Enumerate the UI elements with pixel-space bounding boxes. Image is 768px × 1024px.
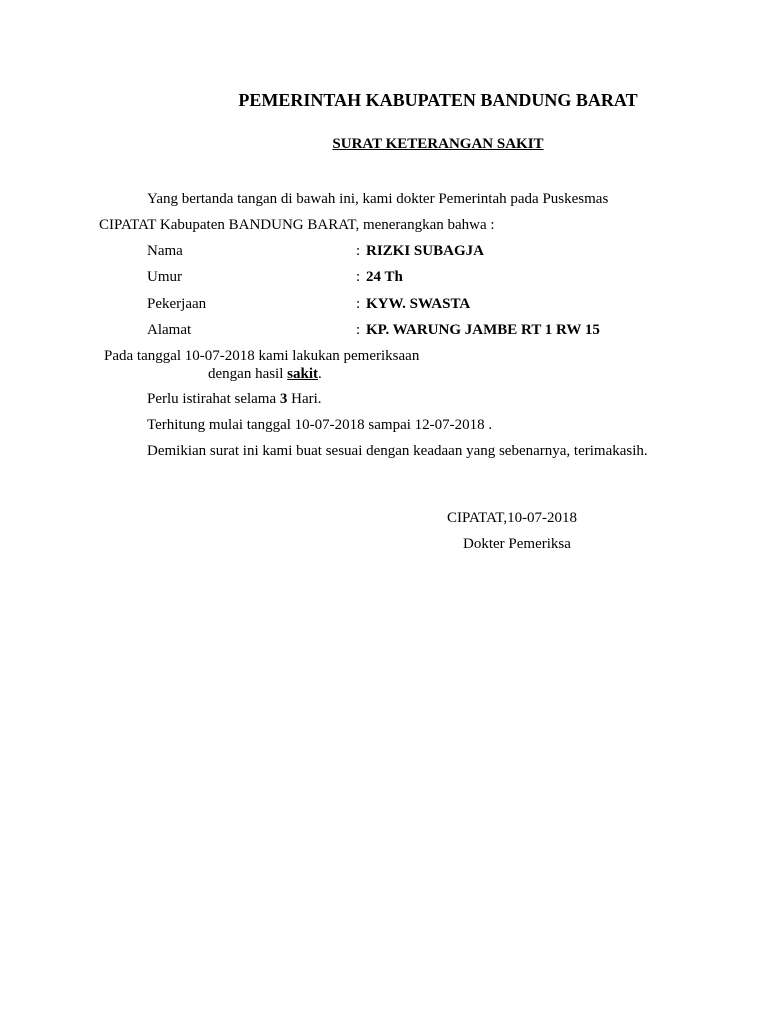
- field-value-pekerjaan: KYW. SWASTA: [366, 296, 471, 312]
- period-line: Terhitung mulai tanggal 10-07-2018 sampai 12-07-2018 .: [147, 417, 493, 433]
- field-value-alamat: KP. WARUNG JAMBE RT 1 RW 15: [366, 322, 600, 338]
- signature-place-date: CIPATAT,10-07-2018: [447, 510, 578, 526]
- rest-days: 3: [279, 391, 288, 407]
- field-label: Alamat: [147, 322, 192, 338]
- exam-result-line: [208, 367, 322, 382]
- field-separator: :: [356, 322, 361, 338]
- field-label: Nama: [147, 243, 183, 259]
- rest-suffix: Hari.: [287, 391, 322, 407]
- exam-result-value: sakit: [287, 366, 318, 382]
- closing-line: Demikian surat ini kami buat sesuai dengan keadaan yang sebenarnya, terimakasih.: [147, 443, 648, 459]
- field-value-umur: 24 Th: [366, 269, 403, 285]
- field-separator: :: [356, 243, 361, 259]
- exam-result-suffix: .: [318, 366, 322, 382]
- government-header: PEMERINTAH KABUPATEN BANDUNG BARAT: [238, 90, 638, 110]
- rest-prefix: Perlu istirahat selama: [147, 391, 280, 407]
- letter-title: SURAT KETERANGAN SAKIT: [332, 136, 544, 152]
- field-label: Pekerjaan: [147, 296, 207, 312]
- signature-role: Dokter Pemeriksa: [463, 536, 571, 552]
- rest-line: [147, 392, 322, 407]
- exam-result-prefix: dengan hasil: [208, 366, 288, 382]
- exam-date-line: Pada tanggal 10-07-2018 kami lakukan pemeriksaan: [104, 348, 420, 364]
- field-label: Umur: [147, 269, 182, 285]
- field-separator: :: [356, 296, 361, 312]
- field-separator: :: [356, 269, 361, 285]
- field-value-nama: RIZKI SUBAGJA: [366, 243, 484, 259]
- intro-line-2: CIPATAT Kabupaten BANDUNG BARAT, menerangkan bahwa :: [99, 217, 495, 233]
- intro-line-1: Yang bertanda tangan di bawah ini, kami dokter Pemerintah pada Puskesmas: [147, 191, 609, 207]
